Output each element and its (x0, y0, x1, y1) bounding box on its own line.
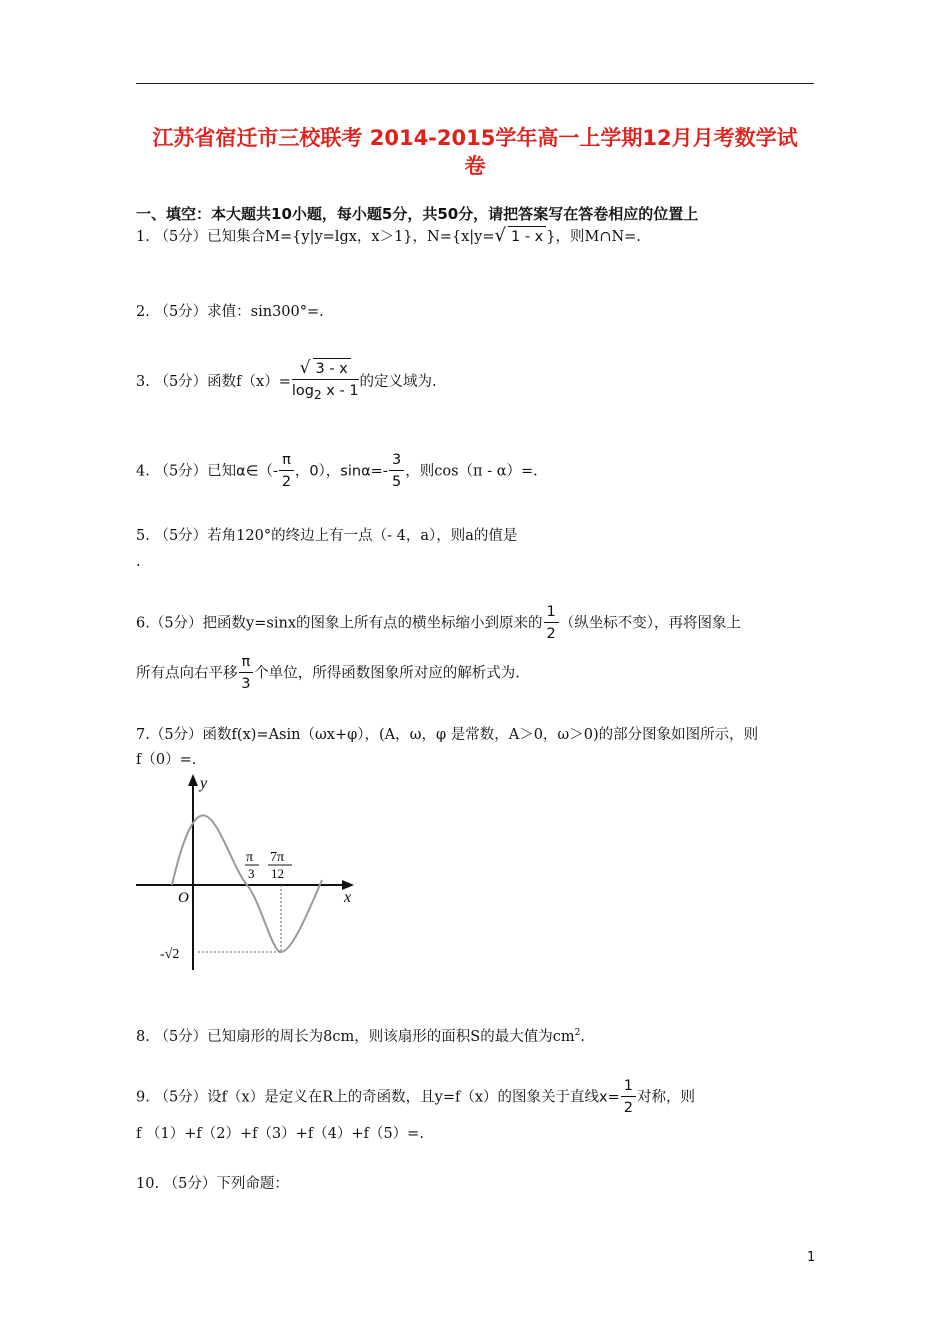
fraction: $\frac{1}{2}$ (621, 1076, 636, 1119)
tick-label-7pi-12-den: 12 (271, 866, 284, 881)
question-9-line-2: f （1）+f（2）+f（3）+f（4）+f（5）=. (136, 1126, 424, 1142)
fraction: $\frac{1}{2}$ (544, 602, 559, 645)
tick-label-pi-3-den: 3 (248, 866, 255, 881)
page-number: 1 (807, 1250, 816, 1265)
fraction: $\frac{\pi}{2}$ (279, 450, 294, 493)
title-line-2: 卷 (464, 154, 486, 178)
tick-label-7pi-12-num: 7π (270, 850, 285, 865)
fraction: $\frac{√ 3 - x}{\log_2 x - 1}$ (291, 358, 359, 402)
question-1: 1. （5分）已知集合M={y|y=lgx，x＞1}，N={x|y=√ 1 - x }，则M∩N=. (136, 225, 641, 246)
section-heading: 一、填空：本大题共10小题，每小题5分，共50分，请把答案写在答卷相应的位置上 (136, 205, 699, 223)
question-7-line-2: f（0）=. (136, 752, 197, 768)
header-rule (136, 83, 814, 84)
origin-label: O (178, 890, 189, 906)
sqrt-expression: 1 - x (508, 226, 546, 247)
fraction: $\frac{\pi}{3}$ (239, 652, 254, 695)
y-axis-label: y (200, 775, 208, 792)
y-axis-arrow (188, 774, 198, 786)
question-5: 5. （5分）若角120°的终边上有一点（- 4，a），则a的值是 (136, 528, 518, 544)
y-tick-label: -√2 (160, 947, 180, 962)
fraction: $\frac{3}{5}$ (389, 450, 404, 493)
function-graph (134, 770, 364, 980)
question-3: 3. （5分）函数f（x）= $\frac{√ 3 - x}{\log_2 x - 1}$ 的定义域为. (136, 358, 437, 406)
question-7: 7.（5分）函数f(x)=Asin（ωx+φ），(A，ω，φ 是常数，A＞0，ω＞0)的部分图象如图所示，则 (136, 727, 759, 743)
question-6: 6.（5分）把函数y=sinx的图象上所有点的横坐标缩小到原来的 $\frac{1}{2}$ （纵坐标不变），再将图象上 (136, 602, 741, 645)
question-4: 4. （5分）已知α∈（- $\frac{\pi}{2}$ ，0），sinα=- $\frac{3}{5}$ ，则cos（π - α）=. (136, 450, 538, 493)
page-title (136, 124, 814, 180)
title-line-1: 江苏省宿迁市三校联考 2014-2015学年高一上学期12月月考数学试 (152, 126, 798, 150)
question-6-line-2: 所有点向右平移 $\frac{\pi}{3}$ 个单位，所得函数图象所对应的解析式为. (136, 652, 520, 695)
question-2: 2. （5分）求值：sin300°=. (136, 304, 324, 320)
sine-curve (172, 815, 322, 952)
x-axis-label: x (344, 889, 352, 906)
tick-label-pi-3-num: π (246, 850, 254, 865)
question-8: 8. （5分）已知扇形的周长为8cm，则该扇形的面积S的最大值为$cm^2$. (136, 1028, 585, 1045)
question-10: 10. （5分）下列命题： (136, 1176, 289, 1192)
question-9: 9. （5分）设f（x）是定义在R上的奇函数，且y=f（x）的图象关于直线x= $\frac{1}{2}$ 对称，则 (136, 1076, 695, 1119)
question-5-line-2: . (136, 554, 141, 570)
